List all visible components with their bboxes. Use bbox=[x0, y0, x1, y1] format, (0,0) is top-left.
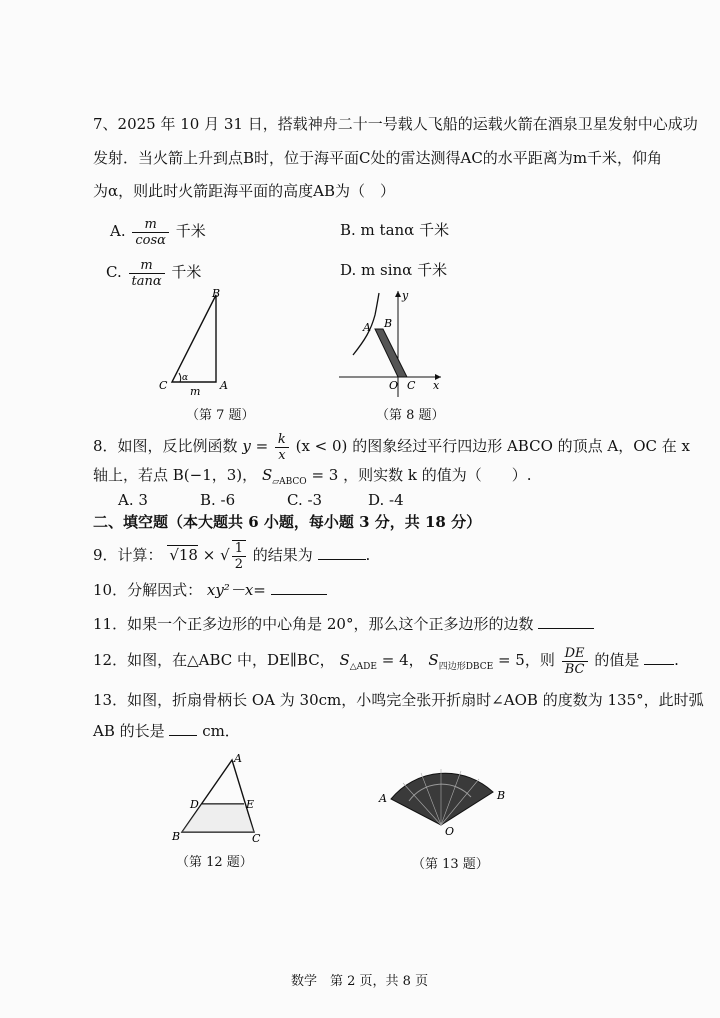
q11: 11．如果一个正多边形的中心角是 20°，那么这个正多边形的边数 bbox=[93, 614, 594, 634]
q7-line1: 7、2025 年 10 月 31 日，搭载神舟二十一号载人飞船的运载火箭在酒泉卫星发射中心成功 bbox=[93, 115, 698, 133]
fig13-label-o: O bbox=[445, 825, 455, 838]
fig8-label-c: C bbox=[407, 379, 416, 392]
q9-radical-1: √18 bbox=[169, 546, 198, 564]
fig13-label-b: B bbox=[497, 789, 506, 802]
q13-line1: 13．如图，折扇骨柄长 OA 为 30cm，小鸣完全张开折扇时∠AOB 的度数为 135°，此时弧 bbox=[93, 691, 704, 709]
q7-option-a-fraction: $\frac{m}{\cos\alpha}$ bbox=[132, 217, 169, 248]
q12-answer-blank[interactable] bbox=[644, 650, 674, 665]
fig7-label-b: B bbox=[212, 287, 221, 300]
page-footer: 数学 第 2 页，共 8 页 bbox=[291, 974, 429, 989]
q13-answer-blank[interactable] bbox=[169, 721, 197, 736]
figure-12-triangle bbox=[168, 750, 268, 845]
fig13-label-a: A bbox=[379, 792, 387, 805]
q8-option-b: B. -6 bbox=[200, 491, 236, 509]
q7-option-c: C. $\frac{m}{\tan\alpha}$ 千米 bbox=[106, 257, 202, 289]
q13-line2: AB 的长是 cm． bbox=[93, 722, 240, 740]
figure-7-triangle bbox=[150, 285, 250, 400]
q8-line2: 轴上，若点 B(−1，3)， $S_{▱ABCO} = 3$ ，则实数 k 的值为（ ）. bbox=[93, 466, 532, 487]
fig12-label-a: A bbox=[234, 752, 242, 765]
fig12-label-e: E bbox=[246, 798, 255, 811]
fig7-label-alpha: α bbox=[182, 373, 189, 383]
q9: 9．计算： √18 × √ $\frac{1}{2}$ 的结果为 . bbox=[93, 541, 371, 572]
q12-fraction: $\frac{DE}{BC}$ bbox=[562, 646, 588, 677]
q10-answer-blank[interactable] bbox=[271, 580, 327, 595]
q7-line2: 发射．当火箭上升到点B时，位于海平面C处的雷达测得AC的水平距离为m千米，仰角 bbox=[93, 149, 663, 167]
q8-line1: 8．如图，反比例函数 y = $\frac{k}{x}$ (x < 0) 的图象经过平行四边形 ABCO 的顶点 A，OC 在 x bbox=[93, 431, 691, 463]
q7-option-a: A. $\frac{m}{\cos\alpha}$ 千米 bbox=[110, 216, 206, 248]
fig8-label-y: y bbox=[402, 289, 409, 302]
figure-12-caption: （第 12 题） bbox=[176, 855, 253, 870]
figure-7-caption: （第 7 题） bbox=[186, 408, 255, 423]
fig7-label-m: m bbox=[190, 385, 201, 398]
figure-13-fan bbox=[375, 755, 515, 840]
q8-function-fraction: $\frac{k}{x}$ bbox=[275, 432, 289, 463]
fig12-label-d: D bbox=[190, 798, 199, 811]
fig12-label-c: C bbox=[252, 832, 261, 845]
q11-answer-blank[interactable] bbox=[538, 614, 594, 629]
fig8-label-a: A bbox=[363, 321, 371, 334]
q9-radical-2: √ $\frac{1}{2}$ bbox=[220, 546, 248, 564]
fig8-label-b: B bbox=[384, 317, 393, 330]
fig12-label-b: B bbox=[172, 830, 181, 843]
q8-option-d: D. -4 bbox=[368, 491, 404, 509]
q7-option-c-fraction: $\frac{m}{\tan\alpha}$ bbox=[129, 258, 165, 289]
figure-8-graph bbox=[335, 285, 445, 400]
q7-option-b: B. m tanα 千米 bbox=[340, 221, 450, 239]
fig8-label-o: O bbox=[389, 379, 399, 392]
figure-8-caption: （第 8 题） bbox=[376, 408, 445, 423]
q12: 12．如图，在△ABC 中，DE∥BC， $S_{\triangle ADE} = 4$， $S_{四边形DBCE} = 5$，则 $\frac{DE}{BC}$ 的值是 . bbox=[93, 645, 679, 677]
q10: 10．分解因式： xy²－x= bbox=[93, 580, 327, 600]
fig8-label-x: x bbox=[433, 379, 440, 392]
q9-answer-blank[interactable] bbox=[318, 545, 366, 560]
q7-option-d: D. m sinα 千米 bbox=[340, 261, 448, 279]
q7-line3: 为α，则此时火箭距海平面的高度AB为（ ） bbox=[93, 182, 395, 200]
q8-option-a: A. 3 bbox=[118, 491, 148, 509]
section-2-heading: 二、填空题（本大题共 6 小题，每小题 3 分，共 18 分） bbox=[93, 513, 482, 531]
fig7-label-a: A bbox=[220, 379, 228, 392]
fig7-label-c: C bbox=[159, 379, 168, 392]
figure-13-caption: （第 13 题） bbox=[412, 857, 489, 872]
q8-option-c: C. -3 bbox=[287, 491, 323, 509]
